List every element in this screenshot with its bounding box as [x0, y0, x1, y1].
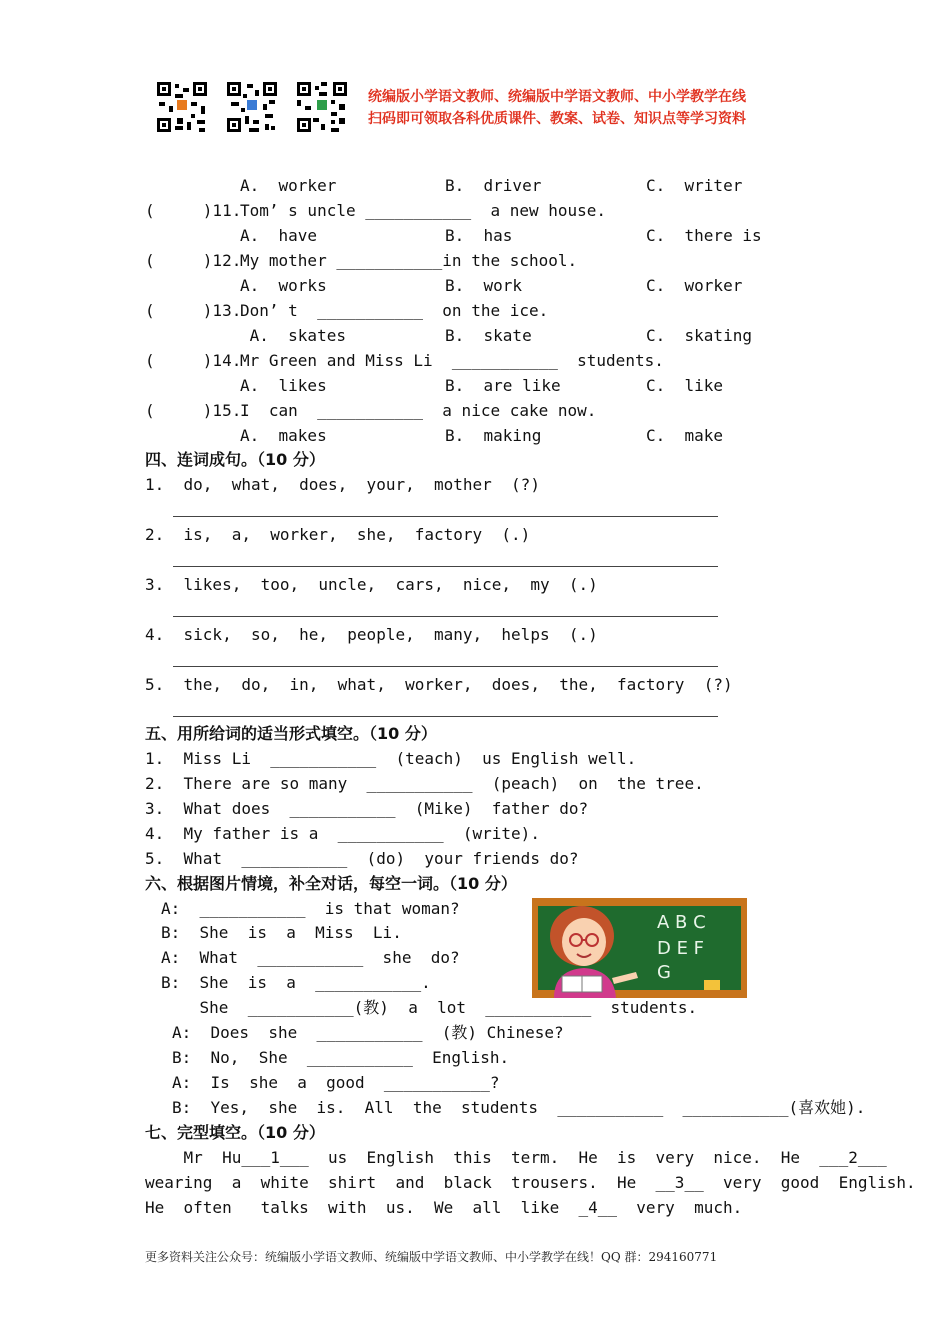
list-item: 5. the, do, in, what, worker, does, the, factory (?) [145, 675, 733, 694]
dialogue-line: A: Does she ___________ (教) Chinese? [172, 1023, 564, 1042]
dialogue-line: B: No, She ___________ English. [172, 1048, 510, 1067]
list-item: 5. What ___________ (do) your friends do? [145, 849, 579, 868]
list-item: 4. My father is a ___________ (write). [145, 824, 540, 843]
dialogue-line: A: ___________ is that woman? [161, 899, 460, 918]
choice-a: A. have [240, 226, 318, 245]
qr-code-icon[interactable] [225, 80, 279, 134]
dialogue-line: She ___________(教) a lot ___________ students. [161, 998, 698, 1017]
choice-b: B. has [445, 226, 513, 245]
choice-b: B. are like [445, 376, 561, 395]
choice-a: A. makes [240, 426, 327, 445]
choice-c: C. make [646, 426, 724, 445]
board-text: G [657, 962, 671, 983]
promo-text [368, 86, 746, 130]
question-stem: Tom’ s uncle ___________ a new house. [240, 201, 607, 220]
answer-line[interactable] [173, 516, 718, 517]
question-number[interactable]: ( )15. [145, 401, 242, 420]
question-stem: My mother ___________in the school. [240, 251, 578, 270]
question-stem: I can ___________ a nice cake now. [240, 401, 597, 420]
list-item: 3. What does ___________ (Mike) father do? [145, 799, 589, 818]
passage-line: He often talks with us. We all like _4__ very much. [145, 1198, 743, 1217]
section-title: 五、用所给词的适当形式填空。（10 分） [145, 724, 437, 743]
question-number[interactable]: ( )11. [145, 201, 242, 220]
footer-text: 更多资料关注公众号：统编版小学语文教师、统编版中学语文教师、中小学教学在线！QQ 群：294160771 [145, 1250, 718, 1264]
choice-c: C. skating [646, 326, 752, 345]
teacher-illustration [532, 898, 747, 998]
choice-a: A. skates [240, 326, 346, 345]
header [155, 80, 805, 138]
question-number[interactable]: ( )13. [145, 301, 242, 320]
promo-line-1: 统编版小学语文教师、统编版中学语文教师、中小学教学在线 [368, 89, 746, 105]
passage-line: wearing a white shirt and black trousers. He __3__ very good English. [145, 1173, 916, 1192]
choice-a: A. worker [240, 176, 337, 195]
list-item: 4. sick, so, he, people, many, helps (.) [145, 625, 598, 644]
list-item: 1. Miss Li ___________ (teach) us English well. [145, 749, 637, 768]
choice-c: C. like [646, 376, 724, 395]
qr-code-icon[interactable] [295, 80, 349, 134]
dialogue-line: B: She is a Miss Li. [161, 923, 402, 942]
answer-line[interactable] [173, 666, 718, 667]
question-stem: Mr Green and Miss Li ___________ students. [240, 351, 664, 370]
choice-a: A. likes [240, 376, 327, 395]
list-item: 1. do, what, does, your, mother (?) [145, 475, 540, 494]
dialogue-line: B: Yes, she is. All the students ___________ ___________(喜欢她). [172, 1098, 866, 1117]
choice-b: B. making [445, 426, 542, 445]
list-item: 2. is, a, worker, she, factory (.) [145, 525, 531, 544]
choice-b: B. skate [445, 326, 532, 345]
promo-line-2: 扫码即可领取各科优质课件、教案、试卷、知识点等学习资料 [368, 111, 746, 127]
choice-b: B. work [445, 276, 523, 295]
choice-c: C. there is [646, 226, 762, 245]
dialogue-line: B: She is a ___________. [161, 973, 431, 992]
answer-line[interactable] [173, 566, 718, 567]
choice-b: B. driver [445, 176, 542, 195]
list-item: 3. likes, too, uncle, cars, nice, my (.) [145, 575, 598, 594]
section-title: 七、完型填空。（10 分） [145, 1123, 325, 1142]
qr-code-icon[interactable] [155, 80, 209, 134]
board-text: A B C [657, 912, 706, 933]
list-item: 2. There are so many ___________ (peach) on the tree. [145, 774, 704, 793]
board-text: D E F [657, 938, 705, 959]
section-title: 四、连词成句。（10 分） [145, 450, 325, 469]
question-stem: Don’ t ___________ on the ice. [240, 301, 549, 320]
answer-line[interactable] [173, 616, 718, 617]
dialogue-line: A: What ___________ she do? [161, 948, 460, 967]
dialogue-line: A: Is she a good ___________? [172, 1073, 500, 1092]
choice-c: C. worker [646, 276, 743, 295]
section-title: 六、根据图片情境，补全对话，每空一词。（10 分） [145, 874, 517, 893]
choice-c: C. writer [646, 176, 743, 195]
choice-a: A. works [240, 276, 327, 295]
answer-line[interactable] [173, 716, 718, 717]
question-number[interactable]: ( )14. [145, 351, 242, 370]
question-number[interactable]: ( )12. [145, 251, 242, 270]
passage-line: Mr Hu___1___ us English this term. He is very nice. He ___2___ [145, 1148, 887, 1167]
